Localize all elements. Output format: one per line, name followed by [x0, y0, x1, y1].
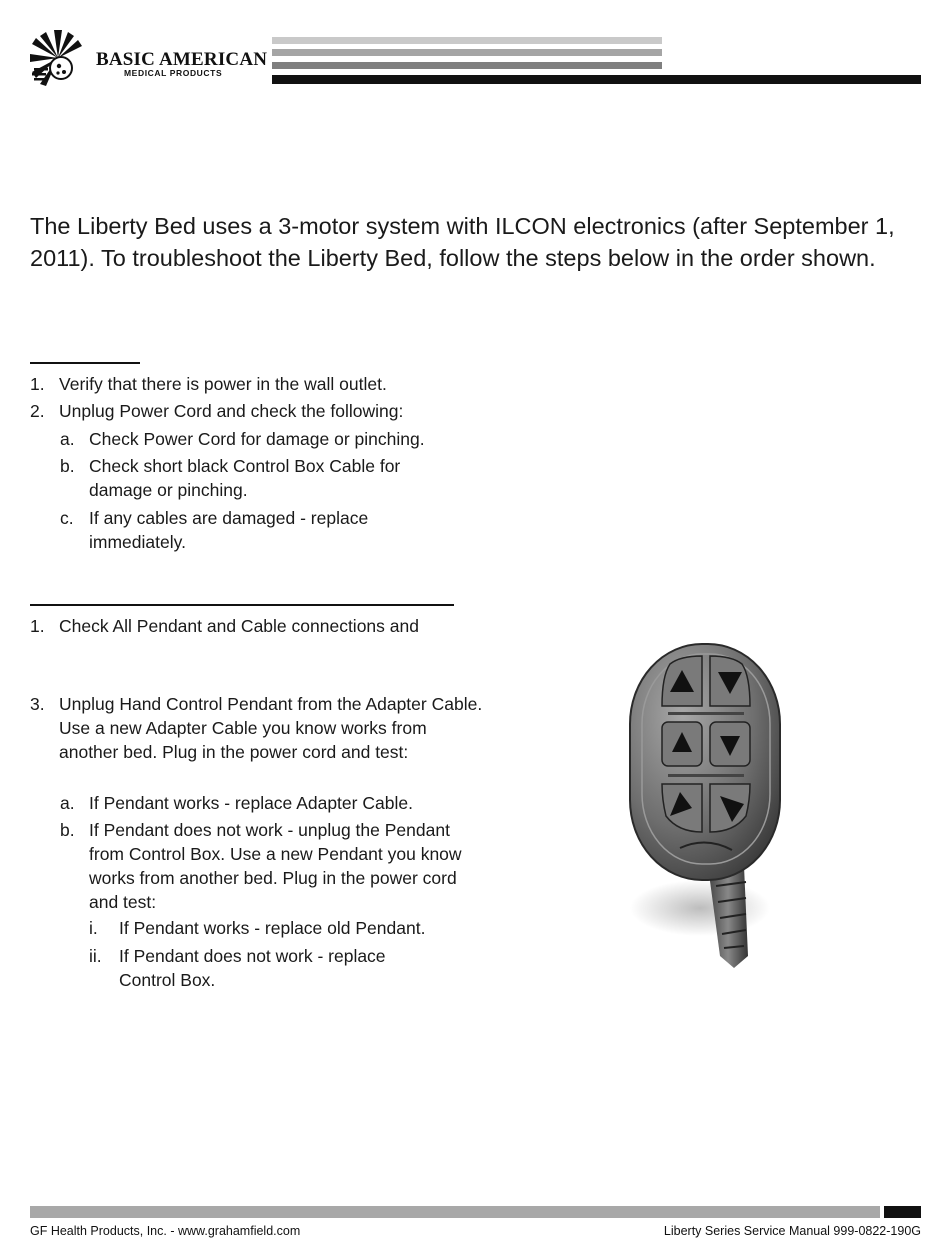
- header-stripe-dark: [272, 62, 662, 69]
- logo-company-subtitle: MEDICAL PRODUCTS: [124, 68, 223, 78]
- list-item-text: Verify that there is power in the wall outlet.: [59, 374, 387, 394]
- section2-heading-rule: [30, 604, 454, 606]
- footer-manual-reference: Liberty Series Service Manual 999-0822-190G: [663, 1224, 921, 1238]
- list-item-text: If Pendant works - replace Adapter Cable.: [89, 793, 413, 813]
- list-item-number: 2.: [30, 401, 45, 421]
- list-item-text: If any cables are damaged - replace immediately.: [89, 508, 369, 552]
- list-item-letter: b.: [60, 820, 75, 840]
- logo-company-name: BASIC AMERICAN: [96, 49, 268, 70]
- list-item-text: If Pendant does not work - replace Control Box.: [119, 946, 386, 990]
- hand-control-pendant-image: [620, 636, 820, 976]
- footer-gray-bar: [30, 1206, 880, 1218]
- list-item-roman: ii.: [89, 946, 102, 966]
- list-item-text: If Pendant does not work - unplug the Pendant from Control Box. Use a new Pendant you know works from another bed. Plug in the power cord and test:: [89, 820, 462, 912]
- list-item-letter: a.: [60, 793, 75, 813]
- intro-paragraph: The Liberty Bed uses a 3-motor system with ILCON electronics (after September 1, 2011). To troubleshoot the Liberty Bed, follow the steps below in the order shown.: [30, 213, 895, 271]
- list-item-roman: i.: [89, 918, 98, 938]
- list-item-number: 3.: [30, 694, 45, 714]
- header-stripe-light: [272, 37, 662, 44]
- company-logo: [28, 28, 278, 88]
- list-item-text: Unplug Power Cord and check the following:: [59, 401, 404, 421]
- list-item-letter: b.: [60, 456, 75, 476]
- list-item-text: Unplug Hand Control Pendant from the Adapter Cable. Use a new Adapter Cable you know works from another bed. Plug in the power cord and test:: [59, 694, 483, 762]
- header-stripe-black: [272, 75, 921, 84]
- starburst-logo-icon: [28, 28, 94, 88]
- list-item-text: If Pendant works - replace old Pendant.: [119, 918, 426, 938]
- list-item-text: Check Power Cord for damage or pinching.: [89, 429, 425, 449]
- list-item-number: 1.: [30, 374, 45, 394]
- header-stripe-mid: [272, 49, 662, 56]
- footer-black-block: [884, 1206, 921, 1218]
- list-item-text: Check All Pendant and Cable connections and: [59, 616, 419, 636]
- list-item-letter: a.: [60, 429, 75, 449]
- footer-company-website: GF Health Products, Inc. - www.grahamfield.com: [30, 1224, 301, 1238]
- list-item-letter: c.: [60, 508, 74, 528]
- list-item-number: 1.: [30, 616, 45, 636]
- section1-heading-rule: [30, 362, 140, 364]
- list-item-text: Check short black Control Box Cable for damage or pinching.: [89, 456, 401, 500]
